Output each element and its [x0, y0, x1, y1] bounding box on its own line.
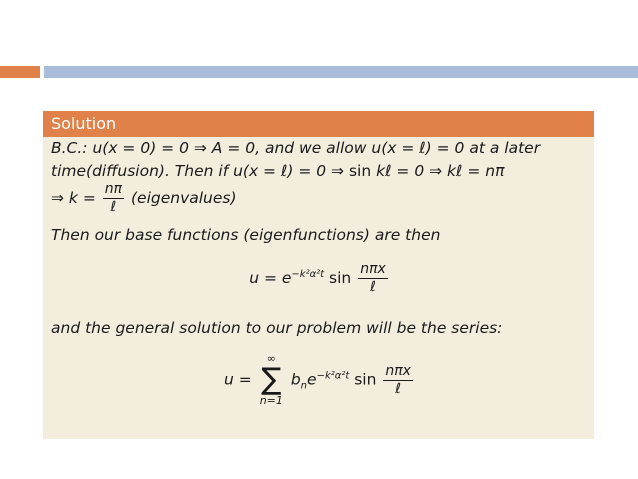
sum-lower: n=1 [259, 394, 283, 407]
k-fraction [103, 181, 124, 216]
basis-line: Then our base functions (eigenfunctions) are then [51, 226, 441, 244]
eq2-fraction [383, 363, 413, 398]
eq1-exponent: −k²α²t [291, 268, 325, 280]
eq2-num: nπx [385, 362, 411, 379]
eq2-den: ℓ [395, 380, 402, 397]
eq2-exponent: −k²α²t [316, 370, 350, 382]
eigenvalue-line [51, 181, 237, 216]
sum-upper: ∞ [266, 352, 276, 365]
eq1-den: ℓ [370, 279, 376, 295]
k-prefix: ⇒ k = [51, 189, 101, 207]
eigenvalues-label: (eigenvalues) [130, 189, 237, 207]
equation-series [51, 353, 588, 407]
then-text-b: kℓ = 0 ⇒ kℓ = nπ [371, 162, 505, 180]
eq2-e: e [307, 370, 317, 389]
then-text-a: time(diffusion). Then if u(x = ℓ) = 0 ⇒ [51, 162, 349, 180]
summation [260, 353, 283, 407]
eq2-b-sub: n [300, 380, 308, 392]
then-line [51, 162, 504, 180]
k-num: nπ [104, 181, 123, 197]
equation-eigenfunction [51, 261, 588, 296]
sin-op: sin [348, 162, 372, 180]
bc-line: B.C.: u(x = 0) = 0 ⇒ A = 0, and we allow u(x = ℓ) = 0 at a later [51, 139, 541, 157]
eq1-fraction [358, 261, 388, 296]
decor-bar-blue [44, 66, 638, 78]
eq1-num: nπx [360, 261, 386, 277]
decor-bar-orange [0, 66, 40, 78]
eq2-b: b [290, 370, 301, 389]
sigma-symbol: ∑ [261, 362, 282, 397]
k-den: ℓ [110, 199, 117, 215]
block-title: Solution [43, 111, 594, 137]
solution-block [43, 111, 594, 439]
series-line: and the general solution to our problem will be the series: [51, 319, 503, 337]
eq2-lhs: u = [224, 370, 257, 389]
eq1-lhs: u = e [249, 269, 292, 287]
eq1-sin: sin [329, 269, 352, 287]
eq2-sin: sin [354, 370, 377, 389]
